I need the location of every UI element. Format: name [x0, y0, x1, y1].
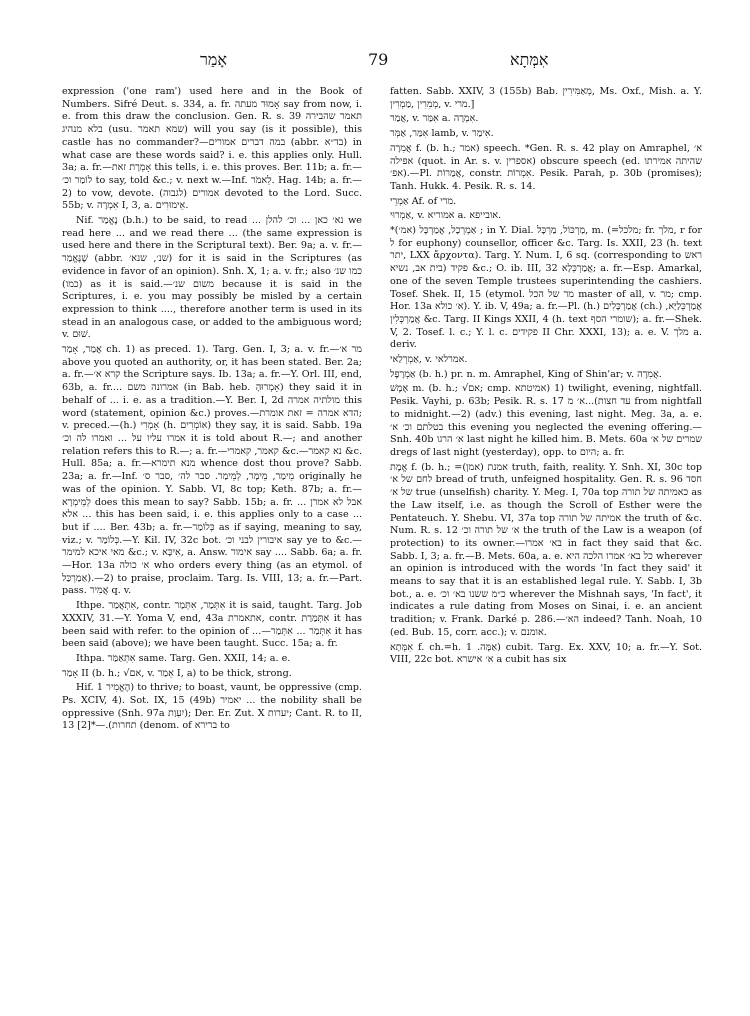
entry-paragraph: Ithpa. אִתְאַמַּר same. Targ. Gen. XXII, 14; a. e.: [76, 652, 291, 664]
entry-paragraph: אֲמִרָה f. (b. h.; אמר) speech. *Gen. R. s. 42 play on Amraphel, א׳ אפילה (quot. in Ar. s. v. אספרין) obscure speech (ed. שהיתה אמירתו אפ׳).—Pl. אֲמָרוֹת, constr. אִמְרוֹת. Pesik. Parah, p. 30b (promises); Tanh. Hukk. 4. Pesik. R. s. 14.: [390, 142, 702, 192]
entry-paragraph: אַמְרְלַאי, v. אמרלאי.: [390, 354, 468, 366]
header-guide-word-right: אִמְּתָא: [510, 50, 549, 69]
left-column: [62, 86, 362, 1012]
page-header: [0, 50, 750, 74]
entry-paragraph: expression ('one ram') used here and in the Book of Numbers. Sifré Deut. s. 334, a. fr. אָמוּר מעתה say from now, i. e. from this draw the conclusion. Gen. R. s. 39 תאמר שהבירה בלא מנהיג (usu. שמא תאמר) will you say (is it possible), this castle has no commander?—במה דברים אמורים (abbr. בד״א) in what case are these words said? i. e. this applies only. Hull. 3a; a. fr.—אָמְרָת זאת this tells, i. e. this proves. Ber. 11b; a. fr.—לוֹמַר וכ׳ to say, told &c.; v. next w.—Inf. לֵאמֹר. Hag. 14b; a. fr.—2) to vow, devote. אמורים (לגבוה) devoted to the Lord. Succ. 55b; v. אִמְרָה I, 3, a. אֵימוּרִים.: [62, 86, 362, 212]
entry-paragraph: Nif. נֶאֱמַר (b.h.) to be said, to read ... נא׳ כאן ... וכ׳ להלן we read here ... and we read there ... (the same expression is used here and there in the Scriptural text). Ber. 9a; a. v. fr.—שֶׁנֶּאֱמַר (abbr. שנ׳, שנא׳) for it is said in the Scriptures (as evidence in favor of an opinion). Snh. X, 1; a. v. fr.; also כמו שנ׳ (כמו) as it is said.—משום שנ׳ because it is said in the Scriptures, i. e. you may possibly be misled by a certain expression to think ...., therefore another term is used in its stead in an analogous case, or added to the ambiguous word; v. שׁוּם.: [62, 215, 362, 341]
entry-paragraph: אַמְרֵי Af. of מרי.: [390, 195, 457, 207]
entry-paragraph: אִמְּתָא f. ch.=h. אַמָּה. 1) cubit. Targ. Ex. XXV, 10; a. fr.—Y. Sot. VIII, 22c bot. א׳ אישרא a cubit has six: [390, 641, 702, 666]
entry-paragraph: אֱמֶת f. (b. h.; =אמנת (אמן) truth, faith, reality. Y. Snh. XI, 30c top לחם של א׳ bread of truth, unfeigned hospitality. Gen. R. s. 96 חסד של א׳ true (unselfish) charity. Y. Meg. I, 70a top כאמיתה של תורה as the Law itself, i.e. as though the Scroll of Esther were the Pentateuch. Y. Shebu. VI, 37a top אמיתה של תורה the truth of &c. Num. R. s. 12 א׳ של תורה וכ׳ the truth of the Law is a weapon (of protection) to its owner.—בא׳ אמרו in fact they said that &c. Sabb. I, 3; a. fr.—B. Mets. 60a, a. e. כל בא׳ אמרו הלכה היא wherever an opinion is introduced with the words 'In fact they said' it means to say that it is an established legal rule. Y. Sabb. I, 3b bot., a. e. כ״מ ששנו בא׳ וכ׳ wherever the Mishnah says, 'In fact', it indicates a rule dating from Moses on Sinai, i. e. an ancient tradition; v. Frank. Darké p. 286.—הא׳ indeed? Tanh. Noah, 10 (ed. Bub. 15, corr. acc.); v. אומנם.: [390, 461, 702, 638]
page-number: 79: [368, 50, 389, 69]
entry-paragraph: אֶמֶשׁ m. (b. h.; √אם; cmp. אמיטתא) 1) twilight, evening, nightfall. Pesik. Vayhi, p. 63b; Pesik. R. s. 17 א׳ מ...(עד חצות from nightfall to midnight.—2) (adv.) this evening, last night. Meg. 3a, a. e. בטלתם וכ׳ א׳ this evening you neglected the evening offering.—Snh. 40b א׳ הרגו last night he killed him. B. Mets. 60a שמרים של א׳ dregs of last night (yesterday), opp. to היום; a. fr.: [390, 383, 702, 458]
right-column: [390, 86, 702, 1012]
entry-paragraph: fatten. Sabb. XXIV, 3 (155b) Bab. מְאַמִּירִין, Ms. Oxf., Mish. a. Y. מְמִרִין ,מַמְרִין, v. מרי.]: [390, 86, 702, 110]
entry-paragraph: אִמַּר, אַמְּר lamb, v. אִימַר.: [390, 128, 494, 140]
entry-paragraph: אַמְרוּי, v. אמוריא a. אובייפא.: [390, 210, 502, 222]
entry-paragraph: אֲמַר, v. אִמַּר a. אִמְרָה.: [390, 113, 479, 125]
entry-paragraph: *אַמְרְכָל, אֲמַרְכָּל (אמ׳) ; in Y. Dial. מַרְכּוֹל, מַרְכָּל, m. (=מלכל; fr. מלך, r for ל for euphony) counsellor, officer &c. Targ. Is. XXII, 23 (h. text יתר, LXX ἄρχοντα). Targ. Y. Num. I, 6 sq. (corresponding to ראש בית אב, נשיא) פקיד &c.; O. ib. III, 32 אֲמַרְכְּלָא; a. fr.—Esp. Amarkal, one of the seven Temple trustees superintending the cashiers. Tosef. Shek. II, 15 (etymol. מר של הכל master of all, v. מר; cmp. Hor. 13a א׳ כולא). Y. ib. V, 49a; a. fr.—Pl. (h.) אֲמַרְכָּלִים (ch.) אֲמַרְכְּלַיָּא, אֲמַרְכְּלִין &c. Targ. II Kings XXII, 4 (h. text שומרי הסף); a. fr.—Shek. V, 2. Tosef. l. c.; Y. l. c. פקידים II Chr. XXXI, 13); a. e. V. מלך a. deriv.: [390, 225, 702, 351]
entry-paragraph: אַמְרָפֶל (b. h.) pr. n. m. Amraphel, King of Shin'ar; v. אֲמִרָה.: [390, 368, 662, 380]
entry-paragraph: אָמַר II (b. h.; √אם, v. אֵמַר I, a) to be thick, strong.: [62, 667, 292, 679]
entry-paragraph: אֲמַר, אָמַר ch. 1) as preced. 1). Targ. Gen. I, 3; a. v. fr.—מר א׳ above you quoted an authority, or, it has been stated. Ber. 2a; a. fr.—קרא א׳ the Scripture says. Ib. 13a; a. fr.—Y. Orl. III, end, 63b, a. fr.... אמרונה משם (in Bab. heb. אָמְרוּהָ) they said it in behalf of ... i. e. as a tradition.—Y. Ber. I, 2d מולתיה אמרה this word (statement, opinion &c.) proves.—הדא אמרה = זאת אומרת; v. preced.—(h.) אָמְרִי (h. אוֹמְרִים) they say, it is said. Sabb. 19a אמרו עליו על ... ואמרו לה וכ׳ it is told about R.—; and another relation refers this to R.—; a. fr.—קאמר, קאמרי &c.—נא קאמר &c. Hull. 85a; a. fr.—מנא תימרא whence dost thou prove? Sabb. 23a; a. fr.—Inf. מֵימַר, מֵימָר, לְמֵימַר. סבר לה׳ ,סבר ס׳ originally he was of the opinion. Y. Sabb. VI, 8c top; Keth. 87b; a. fr.—לְמֵימְרָא does this mean to say? Sabb. 15b; a. fr. ... אבל לא אמרן אלא ... this has been said, i. e. this applies only to a case ... but if .... Ber. 43b; a. fr.—כְּלוֹמַר as if saying, meaning to say, viz.; v. כְּלוֹמַר.—Y. Kil. IV, 32c bot. איבורין לבני וכ׳ say ye to &c.—מאי איכא למימר &c.; v. אִיכָּא, a. Answ. אימור say .... Sabb. 6a; a. fr.—Hor. 13a א׳ כולה who orders every thing (as an etymol. of אַמַרְכַּל).—2) to praise, proclaim. Targ. Is. VIII, 13; a. fr.—Part. pass. אֲמִיר q. v.: [62, 344, 362, 597]
entry-paragraph: Ithpe. אִתְאֲמַר, contr. אִתְּמַר, אִתְּמַר it is said, taught. Targ. Job XXXIV, 31.—Y. Yoma V, end, 43a אתאמרת, contr. אִתְּמַרַת it has been said with refer. to the opinion of ...—אִתְּמַר ... אִתְּמַר it has been said (above); we have been taught. Succ. 15a; a. fr.: [62, 600, 362, 650]
entry-paragraph: Hif. הֶאֱמִיר 1) to thrive; to boast, vaunt, be oppressive (cmp. Ps. XCIV, 4). Sot. IX, 15 (49b) יאמיר ... the nobility shall be oppressive (Snh. 97a יִעְוַת); Der. Er. Zut. X יערות; Cant. R. to II, 13 תחרות).—*[2] (denom. of ברירא to: [62, 682, 362, 732]
header-guide-word-left: אָמַר: [200, 50, 227, 69]
